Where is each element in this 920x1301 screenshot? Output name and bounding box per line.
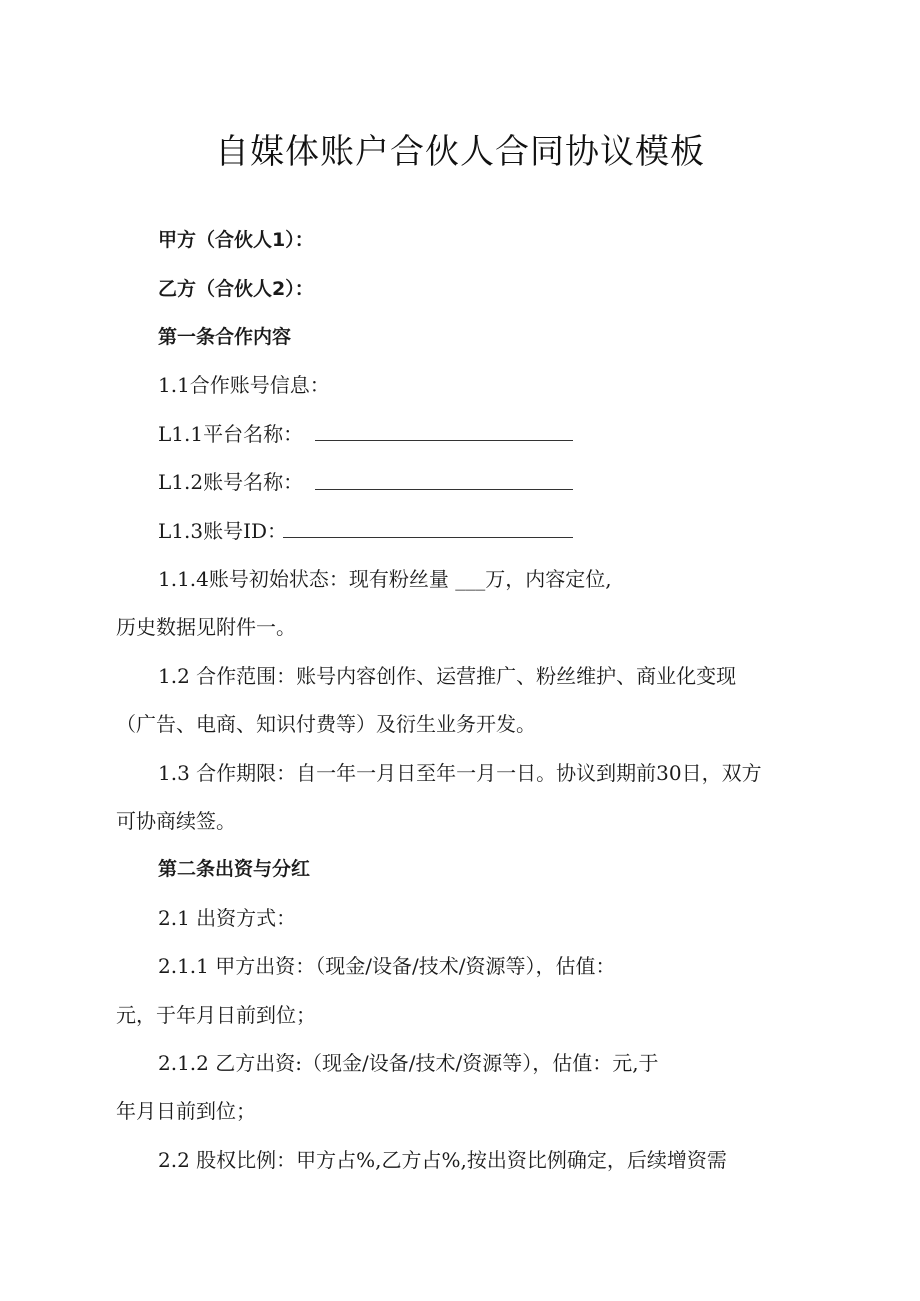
document-title: 自媒体账户合伙人合同协议模板 (215, 132, 705, 172)
clause-1-3-line1: 1.3 合作期限：自一年一月日至年一月一日。协议到期前30日，双方 (158, 761, 762, 785)
platform-name-blank (315, 440, 573, 441)
clause-2-1-2-line1: 2.1.2 乙方出资:（现金/设备/技术/资源等），估值：元,于 (158, 1051, 659, 1075)
clause-1-1-1: L1.1平台名称： (158, 422, 304, 446)
clause-2-1-1-line2: 元，于年月日前到位； (116, 1003, 316, 1027)
account-id-blank (283, 537, 573, 538)
article-2-heading: 第二条出资与分红 (158, 858, 311, 880)
clause-1-1-2: L1.2账号名称： (158, 470, 304, 494)
clause-1-3-line2: 可协商续签。 (116, 809, 236, 833)
clause-2-1-1-line1: 2.1.1 甲方出资：（现金/设备/技术/资源等），估值： (158, 954, 616, 978)
clause-2-2-line1: 2.2 股权比例：甲方占%,乙方占%,按出资比例确定，后续增资需 (158, 1148, 727, 1172)
article-1-heading: 第一条合作内容 (158, 326, 292, 348)
party-b-label: 乙方（合伙人2）： (158, 278, 314, 300)
party-a-label: 甲方（合伙人1）： (158, 229, 314, 251)
clause-1-1-4-line1: 1.1.4账号初始状态：现有粉丝量 ___万，内容定位, (158, 567, 612, 591)
clause-1-1-3: L1.3账号ID： (158, 519, 288, 543)
clause-1-1: 1.1合作账号信息： (158, 373, 330, 397)
clause-1-1-4-line2: 历史数据见附件一。 (116, 615, 296, 639)
clause-2-1-2-line2: 年月日前到位； (116, 1099, 256, 1123)
clause-1-2-line1: 1.2 合作范围：账号内容创作、运营推广、粉丝维护、商业化变现 (158, 664, 737, 688)
account-name-blank (315, 489, 573, 490)
clause-2-1: 2.1 出资方式： (158, 906, 297, 930)
clause-1-2-line2: （广告、电商、知识付费等）及衍生业务开发。 (116, 712, 536, 736)
